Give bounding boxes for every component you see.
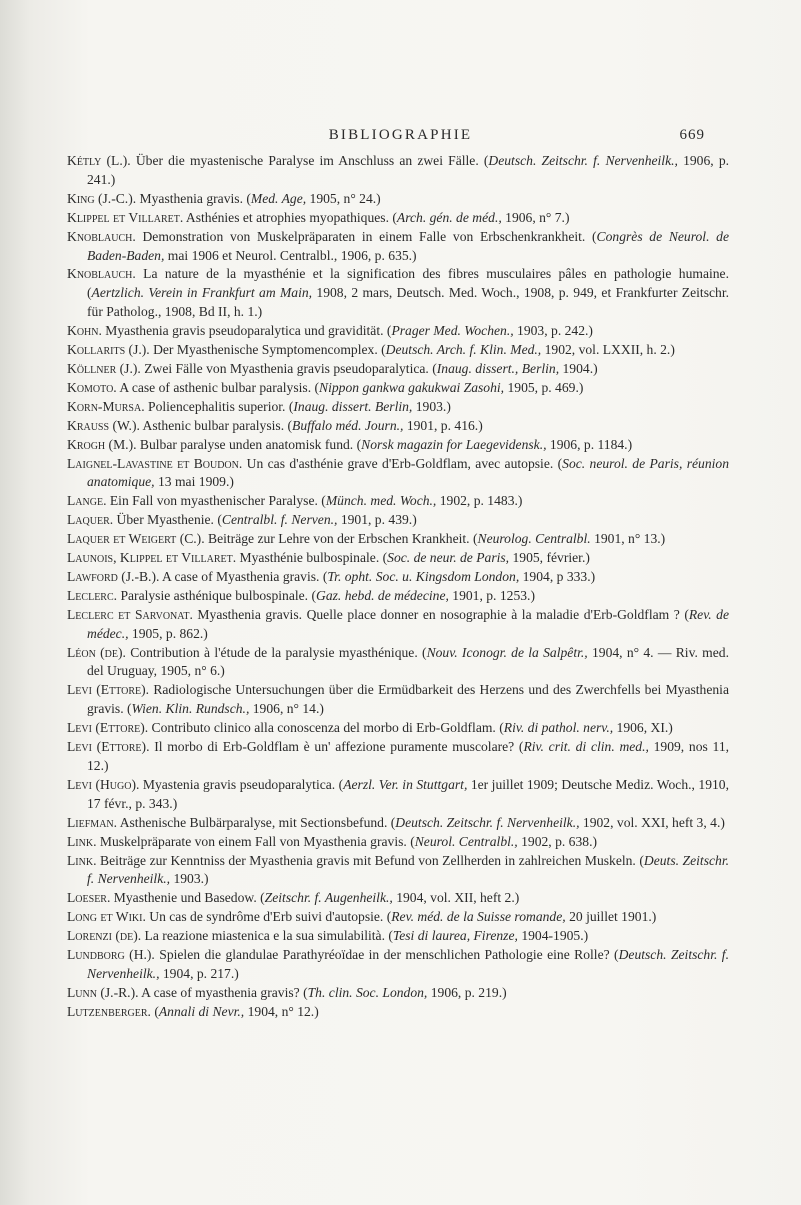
entry-author: Levi (Hugo). bbox=[67, 776, 140, 792]
bibliography-entry bbox=[67, 530, 729, 549]
entry-source: Nippon gankwa gakukwai Zasohi, bbox=[319, 379, 505, 395]
bibliography-entry bbox=[67, 852, 729, 890]
entry-author: Lawford (J.-B.). bbox=[67, 568, 160, 584]
bibliography-entry bbox=[67, 814, 729, 833]
entry-title: Bulbar paralyse unden anatomisk fund. ( bbox=[136, 436, 362, 452]
entry-title: La reazione miastenica e la sua simulabilità. ( bbox=[141, 928, 393, 944]
entry-author: Kétly (L.). bbox=[67, 153, 131, 168]
bibliography-entry bbox=[67, 190, 729, 209]
entry-title: Myasthenia gravis pseudoparalytica und gravidität. ( bbox=[101, 323, 392, 339]
entry-source: Prager Med. Wochen., bbox=[391, 323, 514, 339]
entry-author: Klippel et Villaret. bbox=[67, 209, 184, 225]
entry-author: Link. bbox=[67, 833, 97, 849]
entry-title: Paralysie asthénique bulbospinale. ( bbox=[117, 587, 316, 603]
entry-title: Asthénies et atrophies myopathiques. ( bbox=[183, 209, 397, 225]
bibliography-entry bbox=[67, 228, 729, 266]
entry-details: 1905, p. 862.) bbox=[128, 625, 208, 641]
bibliography-entry bbox=[67, 360, 729, 379]
bibliography-entry bbox=[67, 492, 729, 511]
entry-details: 13 mai 1909.) bbox=[154, 474, 234, 490]
entry-source: Deutsch. Arch. f. Klin. Med., bbox=[385, 342, 542, 358]
bibliography-entry bbox=[67, 455, 729, 493]
entry-details: 1905, n° 24.) bbox=[306, 190, 381, 206]
entry-details: 1904, p 333.) bbox=[519, 568, 596, 584]
entry-source: Centralbl. f. Nerven., bbox=[221, 512, 338, 528]
bibliography-entry bbox=[67, 606, 729, 644]
entry-title: Poliencephalitis superior. ( bbox=[144, 398, 294, 414]
bibliography-entry bbox=[67, 1003, 729, 1022]
entry-title: Spielen die glandulae Parathyréoïdae in der menschlichen Pathologie eine Rolle? ( bbox=[154, 947, 619, 963]
entry-author: Leclerc. bbox=[67, 587, 118, 603]
entry-title: Contributo clinico alla conoscenza del morbo di Erb-Goldflam. ( bbox=[148, 720, 504, 736]
entry-details: 1903, p. 242.) bbox=[513, 323, 593, 339]
running-head: BIBLIOGRAPHIE bbox=[328, 127, 473, 143]
entry-author: Laignel-Lavastine et Boudon. bbox=[67, 455, 243, 471]
entry-title: Myastenia gravis pseudoparalytica. ( bbox=[139, 776, 344, 792]
entry-author: Laquer et Weigert (C.). bbox=[67, 531, 205, 547]
entry-details: 1903.) bbox=[412, 398, 451, 414]
bibliography-entry bbox=[67, 152, 729, 190]
entry-title: Il morbo di Erb-Goldflam è un' affezione puramente muscolare? ( bbox=[149, 739, 524, 755]
entry-title: Contribution à l'étude de la paralysie myasthénique. ( bbox=[125, 644, 427, 660]
entry-author: Korn-Mursa. bbox=[67, 398, 145, 414]
bibliography-entry bbox=[67, 511, 729, 530]
entry-source: Inaug. dissert. Berlin, bbox=[293, 398, 413, 414]
entry-source: Münch. med. Woch., bbox=[325, 493, 437, 509]
entry-source: Buffalo méd. Journ., bbox=[292, 417, 404, 433]
entry-source: Neurolog. Centralbl. bbox=[477, 531, 591, 547]
entry-details: 1902, p. 1483.) bbox=[436, 493, 523, 509]
entry-author: Lutzenberger. bbox=[67, 1003, 151, 1019]
entry-details: 1904, n° 12.) bbox=[244, 1003, 319, 1019]
entry-title: Myasthenia gravis. ( bbox=[136, 190, 251, 206]
entry-details: 1904, p. 217.) bbox=[159, 965, 239, 981]
entry-title: A case of Myasthenia gravis. ( bbox=[159, 568, 328, 584]
bibliography-entry bbox=[67, 908, 729, 927]
bibliography-entry bbox=[67, 417, 729, 436]
entry-source: Rev. méd. de la Suisse romande, bbox=[391, 909, 566, 925]
page-number: 669 bbox=[679, 127, 705, 143]
entry-details: 1906, p. 241.) bbox=[87, 153, 730, 187]
entry-title: La nature de la myasthénie et la signification des fibres musculaires pâles en pathologie humaine. ( bbox=[87, 266, 729, 301]
bibliography-entry bbox=[67, 927, 729, 946]
entry-author: Leclerc et Sarvonat. bbox=[67, 606, 193, 622]
bibliography-entry bbox=[67, 549, 729, 568]
entry-source: Soc. de neur. de Paris, bbox=[387, 550, 510, 566]
page-header bbox=[0, 127, 801, 147]
entry-details: 1905, février.) bbox=[509, 550, 590, 566]
bibliography-entry bbox=[67, 209, 729, 228]
entry-source: Deutsch. Zeitschr. f. Nervenheilk., bbox=[395, 814, 580, 830]
entry-details: 20 juillet 1901.) bbox=[565, 909, 657, 925]
entry-source: Nouv. Iconogr. de la Salpêtr., bbox=[426, 644, 588, 660]
entry-source: Neurol. Centralbl., bbox=[414, 833, 518, 849]
entry-author: Lunn (J.-R.). bbox=[67, 984, 139, 1000]
entry-source: Rev. de médec., bbox=[87, 606, 730, 641]
entry-title: Muskelpräparate von einem Fall von Myasthenia gravis. ( bbox=[96, 833, 415, 849]
bibliography-entry bbox=[67, 644, 729, 682]
entry-title: Asthenische Bulbärparalyse, mit Sectionsbefund. ( bbox=[117, 814, 396, 830]
entry-author: Levi (Ettore). bbox=[67, 720, 149, 736]
bibliography-entry bbox=[67, 436, 729, 455]
entry-source: Soc. neurol. de Paris, réunion anatomique, bbox=[87, 455, 729, 490]
entry-details: 1904, vol. XII, heft 2.) bbox=[392, 890, 520, 906]
entry-title: Myasthénie bulbospinale. ( bbox=[236, 550, 388, 566]
entry-title: Über die myastenische Paralyse im Anschluss an zwei Fälle. ( bbox=[130, 153, 489, 168]
bibliography-entry bbox=[67, 398, 729, 417]
bibliography-entry bbox=[67, 833, 729, 852]
entry-title: Un cas de syndrôme d'Erb suivi d'autopsie. ( bbox=[145, 909, 392, 925]
entry-title: Über Myasthenie. ( bbox=[113, 512, 222, 528]
entry-source: Congrès de Neurol. de Baden-Baden, bbox=[87, 228, 729, 263]
bibliography-entry bbox=[67, 379, 729, 398]
entry-details: 1902, p. 638.) bbox=[517, 833, 597, 849]
entry-source: Med. Age, bbox=[250, 190, 307, 206]
entry-author: Laquer. bbox=[67, 512, 114, 528]
entry-title: Zwei Fälle von Myasthenia gravis pseudoparalytica. ( bbox=[140, 360, 437, 376]
entry-source: Aerzl. Ver. in Stuttgart, bbox=[343, 776, 468, 792]
entry-source: Riv. di pathol. nerv., bbox=[503, 720, 614, 736]
entry-details: 1er juillet 1909; Deutsche Mediz. Woch., 1910, 17 févr., p. 343.) bbox=[87, 776, 729, 811]
entry-source: Riv. crit. di clin. med., bbox=[523, 739, 649, 755]
entry-author: Köllner (J.). bbox=[67, 360, 141, 376]
entry-author: Levi (Ettore). bbox=[67, 739, 150, 755]
entry-source: Aertzlich. Verein in Frankfurt am Main, bbox=[91, 285, 313, 301]
entry-title: Radiologische Untersuchungen über die Ermüdbarkeit des Herzens und des Zwerchfells bei Myasthenia gravis. ( bbox=[87, 682, 729, 717]
entry-details: 1908, 2 mars, Deutsch. Med. Woch., 1908, p. 949, et Frankfurter Zeitschr. für Patholog., 1908, Bd II, h. 1.) bbox=[87, 285, 729, 320]
entry-author: Léon (de). bbox=[67, 644, 126, 660]
entry-author: Krauss (W.). bbox=[67, 417, 140, 433]
bibliography-entry bbox=[67, 738, 729, 776]
bibliography-entry bbox=[67, 265, 729, 322]
entry-source: Norsk magazin for Laegevidensk., bbox=[361, 436, 547, 452]
entry-details: 1905, p. 469.) bbox=[504, 379, 584, 395]
entry-details: 1901, p. 1253.) bbox=[448, 587, 535, 603]
entry-source: Wien. Klin. Rundsch., bbox=[131, 701, 250, 717]
entry-author: Long et Wiki. bbox=[67, 909, 146, 925]
entry-source: Deutsch. Zeitschr. f. Nervenheilk., bbox=[488, 153, 678, 168]
entry-title: A case of myasthenia gravis? ( bbox=[138, 984, 308, 1000]
bibliography-entry bbox=[67, 681, 729, 719]
entry-details: 1903.) bbox=[170, 871, 209, 887]
entry-author: Lundborg (H.). bbox=[67, 947, 155, 963]
entry-details: 1901, n° 13.) bbox=[590, 531, 666, 547]
entry-author: Kollarits (J.). bbox=[67, 342, 150, 358]
entry-author: Komoto. bbox=[67, 379, 117, 395]
entry-details: mai 1906 et Neurol. Centralbl., 1906, p. 635.) bbox=[164, 247, 417, 263]
entry-source: Arch. gén. de méd., bbox=[396, 209, 502, 225]
bibliography-list bbox=[67, 152, 729, 1022]
entry-author: Krogh (M.). bbox=[67, 436, 137, 452]
entry-details: 1906, p. 1184.) bbox=[546, 436, 633, 452]
entry-author: King (J.-C.). bbox=[67, 190, 137, 206]
bibliography-entry bbox=[67, 322, 729, 341]
bibliography-entry bbox=[67, 984, 729, 1003]
entry-source: Tr. opht. Soc. u. Kingsdom London, bbox=[327, 568, 520, 584]
entry-title: A case of asthenic bulbar paralysis. ( bbox=[116, 379, 320, 395]
entry-source: Tesi di laurea, Firenze, bbox=[392, 928, 518, 944]
entry-title: ( bbox=[150, 1003, 159, 1019]
entry-details: 1909, nos 11, 12.) bbox=[87, 739, 730, 773]
bibliography-entry bbox=[67, 587, 729, 606]
entry-title: Der Myasthenische Symptomencomplex. ( bbox=[149, 342, 386, 358]
entry-details: 1906, XI.) bbox=[613, 720, 673, 736]
entry-details: 1902, vol. LXXII, h. 2.) bbox=[541, 342, 675, 358]
entry-author: Knoblauch. bbox=[67, 266, 136, 282]
entry-title: Beiträge zur Kenntniss der Myasthenia gravis mit Befund von Zellherden in zahlreichen Muskeln. ( bbox=[96, 852, 644, 868]
entry-title: Asthenic bulbar paralysis. ( bbox=[139, 417, 293, 433]
entry-details: 1904.) bbox=[559, 360, 598, 376]
entry-details: 1901, p. 416.) bbox=[403, 417, 483, 433]
entry-title: Beiträge zur Lehre von der Erbschen Krankheit. ( bbox=[204, 531, 478, 547]
entry-author: Kohn. bbox=[67, 323, 102, 339]
entry-source: Deutsch. Zeitschr. f. Nervenheilk., bbox=[87, 947, 729, 981]
entry-author: Knoblauch. bbox=[67, 228, 136, 244]
entry-author: Lorenzi (de). bbox=[67, 928, 142, 944]
entry-source: Zeitschr. f. Augenheilk., bbox=[264, 890, 393, 906]
entry-title: Un cas d'asthénie grave d'Erb-Goldflam, avec autopsie. ( bbox=[242, 455, 563, 471]
entry-details: 1902, vol. XXI, heft 3, 4.) bbox=[579, 814, 725, 830]
entry-author: Launois, Klippel et Villaret. bbox=[67, 550, 237, 566]
entry-title: Myasthenie und Basedow. ( bbox=[110, 890, 265, 906]
entry-author: Levi (Ettore). bbox=[67, 682, 150, 698]
entry-source: Deuts. Zeitschr. f. Nervenheilk., bbox=[87, 852, 730, 887]
bibliography-entry bbox=[67, 719, 729, 738]
bibliography-entry bbox=[67, 946, 729, 984]
entry-details: 1904-1905.) bbox=[517, 928, 589, 944]
entry-title: Myasthenia gravis. Quelle place donner en nosographie à la maladie d'Erb-Goldflam ? ( bbox=[192, 606, 689, 622]
bibliography-entry bbox=[67, 341, 729, 360]
entry-details: 1906, p. 219.) bbox=[427, 984, 507, 1000]
entry-source: Th. clin. Soc. London, bbox=[307, 984, 428, 1000]
entry-source: Inaug. dissert., Berlin, bbox=[436, 360, 560, 376]
entry-source: Gaz. hebd. de médecine, bbox=[316, 587, 449, 603]
bibliography-entry bbox=[67, 776, 729, 814]
entry-title: Demonstration von Muskelpräparaten in einem Falle von Erbschenkrankheit. ( bbox=[135, 228, 597, 244]
entry-author: Liefman. bbox=[67, 814, 118, 830]
entry-source: Annali di Nevr., bbox=[158, 1003, 245, 1019]
entry-author: Loeser. bbox=[67, 890, 111, 906]
entry-details: 1906, n° 14.) bbox=[249, 701, 324, 717]
entry-author: Lange. bbox=[67, 493, 107, 509]
bibliography-entry bbox=[67, 568, 729, 587]
entry-author: Link. bbox=[67, 852, 97, 868]
entry-title: Ein Fall von myasthenischer Paralyse. ( bbox=[106, 493, 326, 509]
bibliography-entry bbox=[67, 889, 729, 908]
entry-details: 1901, p. 439.) bbox=[337, 512, 417, 528]
entry-details: 1906, n° 7.) bbox=[501, 209, 570, 225]
entry-details: 1904, n° 4. — Riv. med. del Uruguay, 1905, n° 6.) bbox=[87, 644, 729, 679]
